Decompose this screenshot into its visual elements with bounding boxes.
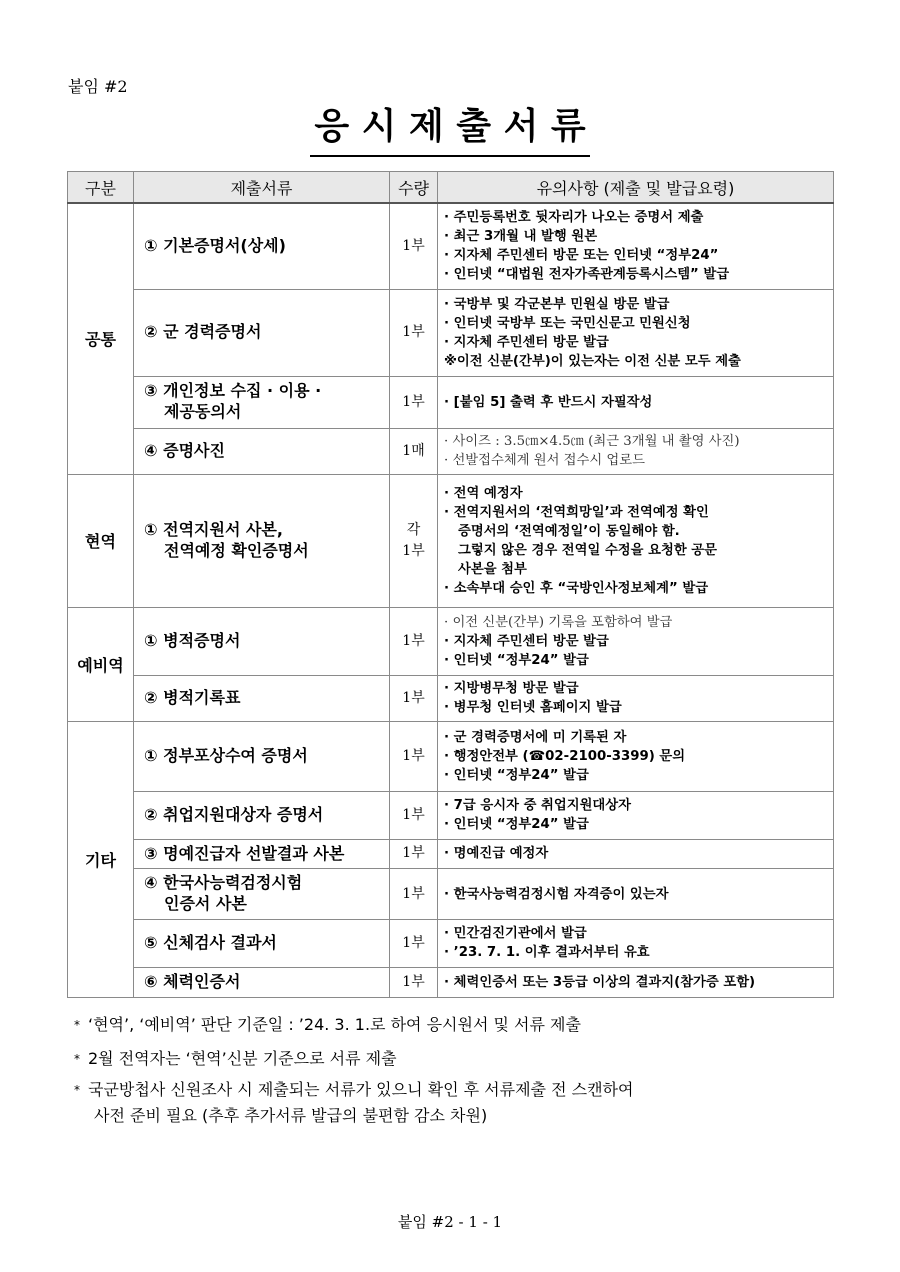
note-line: 그렇지 않은 경우 전역일 수정을 요청한 공문 <box>458 542 717 558</box>
document-name: ③ 명예진급자 선발결과 사본 <box>144 843 345 863</box>
document-name: ③ 개인정보 수집 · 이용 · <box>144 381 322 401</box>
category-cell-reserve: 예비역 <box>68 607 134 721</box>
notes-cell <box>438 919 834 967</box>
note-line: 사본을 첨부 <box>458 561 527 577</box>
quantity-cell <box>390 428 438 474</box>
quantity-value: 1부 <box>402 689 425 706</box>
footnote-text: 사전 준비 필요 (추후 추가서류 발급의 불편함 감소 차원) <box>94 1106 488 1125</box>
quantity-value: 1부 <box>402 806 425 823</box>
quantity-cell <box>390 721 438 791</box>
note-line: 증명서의 ‘전역예정일’이 동일해야 함. <box>458 523 680 539</box>
note-line: · 소속부대 승인 후 “국방인사정보체계” 발급 <box>444 580 709 596</box>
note-line: · 전역지원서의 ‘전역희망일’과 전역예정 확인 <box>444 504 709 520</box>
header-category: 구분 <box>68 172 134 204</box>
note-line: · 지자체 주민센터 방문 발급 <box>444 633 609 649</box>
document-name: ② 취업지원대상자 증명서 <box>144 804 324 824</box>
note-line: · 행정안전부 (☎02-2100-3399) 문의 <box>444 748 686 764</box>
footnote-1 <box>74 1012 581 1038</box>
note-line: · 이전 신분(간부) 기록을 포함하여 발급 <box>444 614 673 630</box>
table-row <box>68 289 834 376</box>
note-line: · ’23. 7. 1. 이후 결과서부터 유효 <box>444 945 650 961</box>
document-cell <box>134 289 390 376</box>
note-line: · 체력인증서 또는 3등급 이상의 결과지(참가증 포함) <box>444 974 756 990</box>
quantity-cell <box>390 474 438 607</box>
table-row <box>68 967 834 997</box>
quantity-value: 1부 <box>402 542 425 559</box>
note-line: · 민간검진기관에서 발급 <box>444 926 587 942</box>
quantity-value: 1부 <box>402 632 425 649</box>
footnote-text: ‘현역’, ‘예비역’ 판단 기준일 : ’24. 3. 1.로 하여 응시원서 및 서류 제출 <box>88 1015 581 1034</box>
document-name: ① 기본증명서(상세) <box>144 235 286 255</box>
quantity-value: 1부 <box>402 747 425 764</box>
page-title <box>0 98 900 157</box>
note-line: · 최근 3개월 내 발행 원본 <box>444 229 598 245</box>
document-name: 전역예정 확인증명서 <box>164 540 309 560</box>
note-line: · [붙임 5] 출력 후 반드시 자필작성 <box>444 394 653 410</box>
notes-cell <box>438 675 834 721</box>
notes-cell <box>438 869 834 920</box>
note-line: · 주민등록번호 뒷자리가 나오는 증명서 제출 <box>444 210 704 226</box>
category-cell-other: 기타 <box>68 721 134 997</box>
quantity-cell <box>390 967 438 997</box>
document-cell <box>134 869 390 920</box>
note-line: · 명예진급 예정자 <box>444 846 549 862</box>
document-cell <box>134 791 390 839</box>
document-name: ⑥ 체력인증서 <box>144 971 241 991</box>
notes-cell <box>438 289 834 376</box>
note-line: · 인터넷 “정부24” 발급 <box>444 652 589 668</box>
document-cell <box>134 376 390 428</box>
footnote-line <box>74 1077 633 1103</box>
notes-cell <box>438 474 834 607</box>
quantity-value: 1부 <box>402 973 425 990</box>
document-name: ② 군 경력증명서 <box>144 322 262 342</box>
note-line: · 전역 예정자 <box>444 485 523 501</box>
quantity-value: 1부 <box>402 324 425 340</box>
document-name: 제공동의서 <box>164 402 242 421</box>
notes-cell <box>438 428 834 474</box>
note-line: · 사이즈 : 3.5㎝×4.5㎝ (최근 3개월 내 촬영 사진) <box>444 434 740 449</box>
note-line: · 선발접수체계 원서 접수시 업로드 <box>444 453 645 468</box>
quantity-cell <box>390 289 438 376</box>
footnote-marker: * <box>74 1018 80 1032</box>
footnote-line <box>74 1103 633 1129</box>
notes-cell <box>438 607 834 675</box>
header-quantity: 수량 <box>390 172 438 204</box>
category-cell-active: 현역 <box>68 474 134 607</box>
note-line: · 한국사능력검정시험 자격증이 있는자 <box>444 886 669 902</box>
quantity-cell <box>390 791 438 839</box>
document-name: ④ 증명사진 <box>144 440 225 460</box>
table-row <box>68 869 834 920</box>
note-line: · 군 경력증명서에 미 기록된 자 <box>444 729 627 745</box>
quantity-value: 1매 <box>402 442 425 459</box>
table-row <box>68 721 834 791</box>
table-header-row <box>68 172 834 204</box>
footnote-line <box>74 1046 397 1072</box>
note-line: ※이전 신분(간부)이 있는자는 이전 신분 모두 제출 <box>444 353 741 369</box>
note-line: · 지자체 주민센터 방문 발급 <box>444 334 609 350</box>
notes-cell <box>438 721 834 791</box>
note-line: · 7급 응시자 중 취업지원대상자 <box>444 798 631 813</box>
table-row <box>68 474 834 607</box>
footnote-3 <box>74 1077 633 1129</box>
page-number: 붙임 #2 - 1 - 1 <box>397 1213 503 1231</box>
document-cell <box>134 474 390 607</box>
notes-cell <box>438 967 834 997</box>
table-row <box>68 203 834 289</box>
documents-table <box>67 171 834 998</box>
document-name: ⑤ 신체검사 결과서 <box>144 932 277 952</box>
table-row <box>68 919 834 967</box>
document-cell <box>134 839 390 869</box>
note-line: · 지방병무청 방문 발급 <box>444 681 579 696</box>
quantity-value: 1부 <box>402 845 425 862</box>
document-name: 인증서 사본 <box>164 894 247 914</box>
quantity-value: 1부 <box>402 237 425 254</box>
note-line: · 국방부 및 각군본부 민원실 방문 발급 <box>444 296 670 312</box>
quantity-value: 1부 <box>402 393 425 410</box>
footnote-line <box>74 1012 581 1038</box>
note-line: · 병무청 인터넷 홈페이지 발급 <box>444 700 622 715</box>
document-cell <box>134 428 390 474</box>
document-name: ① 전역지원서 사본, <box>144 519 283 539</box>
quantity-cell <box>390 919 438 967</box>
quantity-cell <box>390 675 438 721</box>
table-row <box>68 376 834 428</box>
page-title-text: 응 시 제 출 서 류 <box>310 98 589 157</box>
attachment-label: 붙임 #2 <box>68 77 128 96</box>
document-cell <box>134 203 390 289</box>
notes-cell <box>438 791 834 839</box>
notes-cell <box>438 839 834 869</box>
note-line: · 인터넷 “정부24” 발급 <box>444 817 589 832</box>
quantity-value: 1부 <box>402 885 425 902</box>
document-cell <box>134 967 390 997</box>
note-line: · 인터넷 “정부24” 발급 <box>444 767 589 783</box>
document-name: ① 정부포상수여 증명서 <box>144 745 308 765</box>
header-document: 제출서류 <box>134 172 390 204</box>
footnote-marker: * <box>74 1083 80 1097</box>
notes-cell <box>438 203 834 289</box>
table-row <box>68 839 834 869</box>
document-name: ② 병적기록표 <box>144 687 241 707</box>
table-row <box>68 791 834 839</box>
quantity-cell <box>390 203 438 289</box>
note-line: · 인터넷 국방부 또는 국민신문고 민원신청 <box>444 315 691 331</box>
document-name: ① 병적증명서 <box>144 630 241 650</box>
header-notes: 유의사항 (제출 및 발급요령) <box>438 172 834 204</box>
footnote-2 <box>74 1046 397 1072</box>
quantity-value: 1부 <box>402 934 425 951</box>
footnote-text: 국군방첩사 신원조사 시 제출되는 서류가 있으니 확인 후 서류제출 전 스캔하여 <box>88 1080 634 1099</box>
document-cell <box>134 607 390 675</box>
quantity-cell <box>390 607 438 675</box>
document-cell <box>134 919 390 967</box>
document-cell <box>134 721 390 791</box>
quantity-cell <box>390 839 438 869</box>
document-cell <box>134 675 390 721</box>
quantity-cell <box>390 376 438 428</box>
footnote-marker: * <box>74 1052 80 1066</box>
table-row <box>68 428 834 474</box>
category-cell-common: 공통 <box>68 203 134 474</box>
note-line: · 지자체 주민센터 방문 또는 인터넷 “정부24” <box>444 248 719 264</box>
notes-cell <box>438 376 834 428</box>
footnote-text: 2월 전역자는 ‘현역’신분 기준으로 서류 제출 <box>88 1049 397 1068</box>
table-row <box>68 607 834 675</box>
quantity-cell <box>390 869 438 920</box>
quantity-value: 각 <box>406 521 421 538</box>
document-name: ④ 한국사능력검정시험 <box>144 873 303 893</box>
table-row <box>68 675 834 721</box>
note-line: · 인터넷 “대법원 전자가족관계등록시스템” 발급 <box>444 267 730 283</box>
